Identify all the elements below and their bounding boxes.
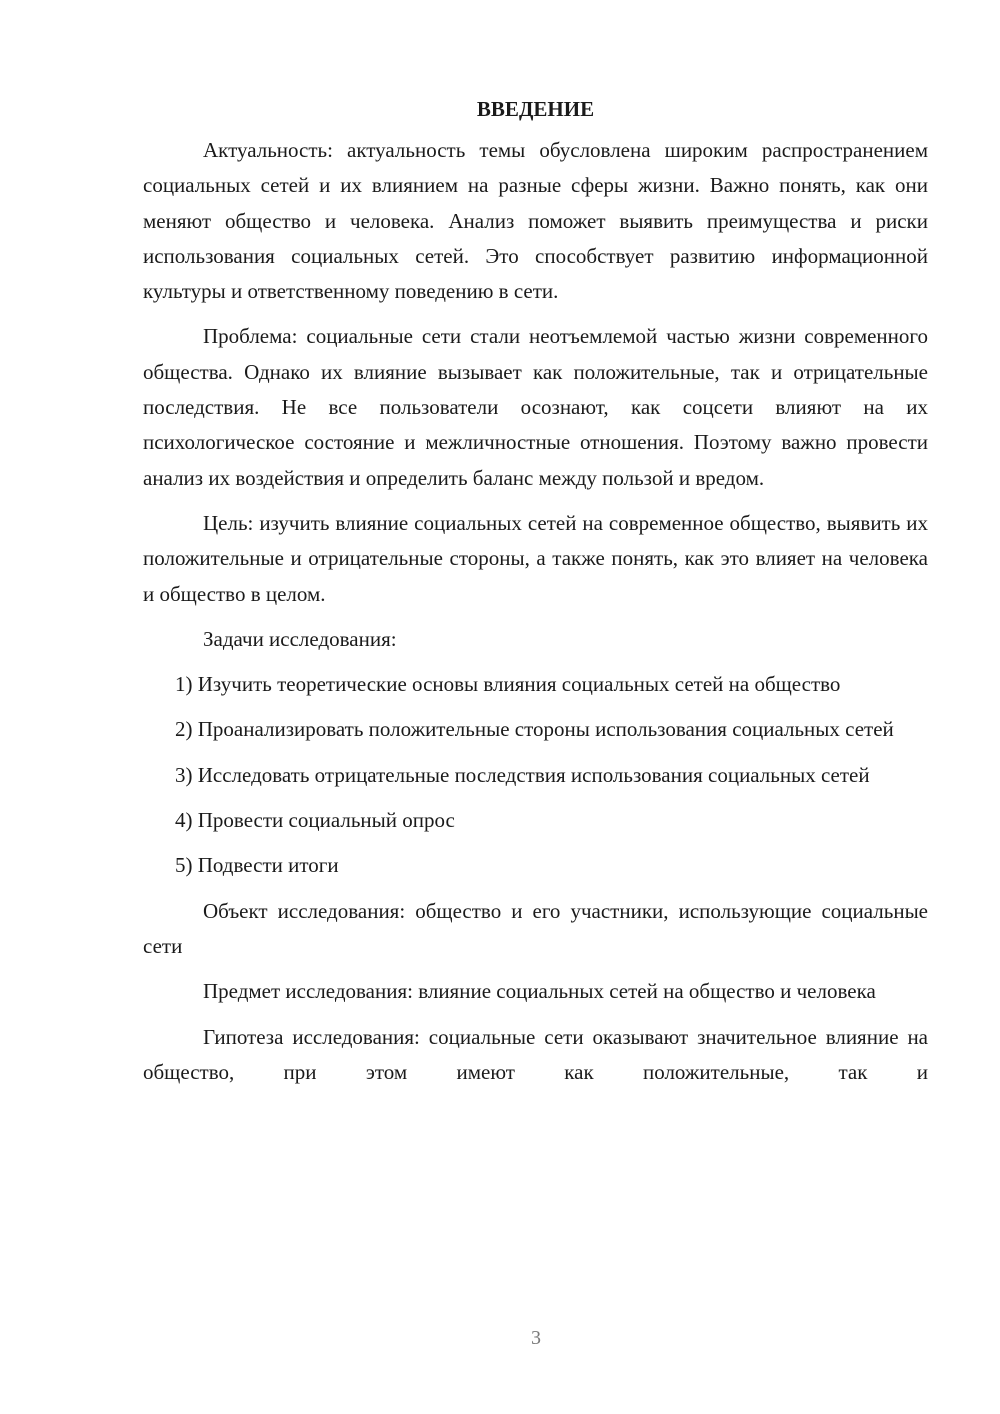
goal-paragraph: Цель: изучить влияние социальных сетей на современное общество, выявить их положительные и отрицательные стороны, а также понять, как это влияет на человека и общество в целом.: [143, 510, 928, 606]
task-item-4: 4) Провести социальный опрос: [175, 808, 455, 833]
hypothesis-paragraph: Гипотеза исследования: социальные сети оказывают значительное влияние на общество, при этом имеют как положительные, так и: [143, 1024, 928, 1084]
problem-paragraph: Проблема: социальные сети стали неотъемлемой частью жизни современного общества. Однако их влияние вызывает как положительные, так и отрицательные последствия. Не все пользователи осознают, как соцсети влияют на их психологическое состояние и межличностные отношения. Поэтому важно провести анализ их воздействия и определить баланс между пользой и вредом.: [143, 324, 928, 490]
task-item-2: 2) Проанализировать положительные стороны использования социальных сетей: [175, 717, 894, 742]
task-item-1: 1) Изучить теоретические основы влияния социальных сетей на общество: [175, 672, 841, 697]
relevance-paragraph: Актуальность: актуальность темы обусловлена широким распространением социальных сетей и их влиянием на разные сферы жизни. Важно понять, как они меняют общество и человека. Анализ поможет выявить преимущества и риски использования социальных сетей. Это способствует развитию информационной культуры и ответственному поведению в сети.: [143, 138, 928, 304]
object-paragraph: Объект исследования: общество и его участники, использующие социальные сети: [143, 898, 928, 958]
task-item-3: 3) Исследовать отрицательные последствия использования социальных сетей: [175, 762, 870, 787]
task-item-5: 5) Подвести итоги: [175, 853, 339, 878]
subject-paragraph: Предмет исследования: влияние социальных сетей на общество и человека: [203, 979, 876, 1004]
page-number: 3: [531, 1327, 541, 1349]
page-content: [143, 92, 928, 1100]
tasks-heading: Задачи исследования:: [203, 626, 397, 651]
section-title: ВВЕДЕНИЕ: [476, 97, 595, 121]
